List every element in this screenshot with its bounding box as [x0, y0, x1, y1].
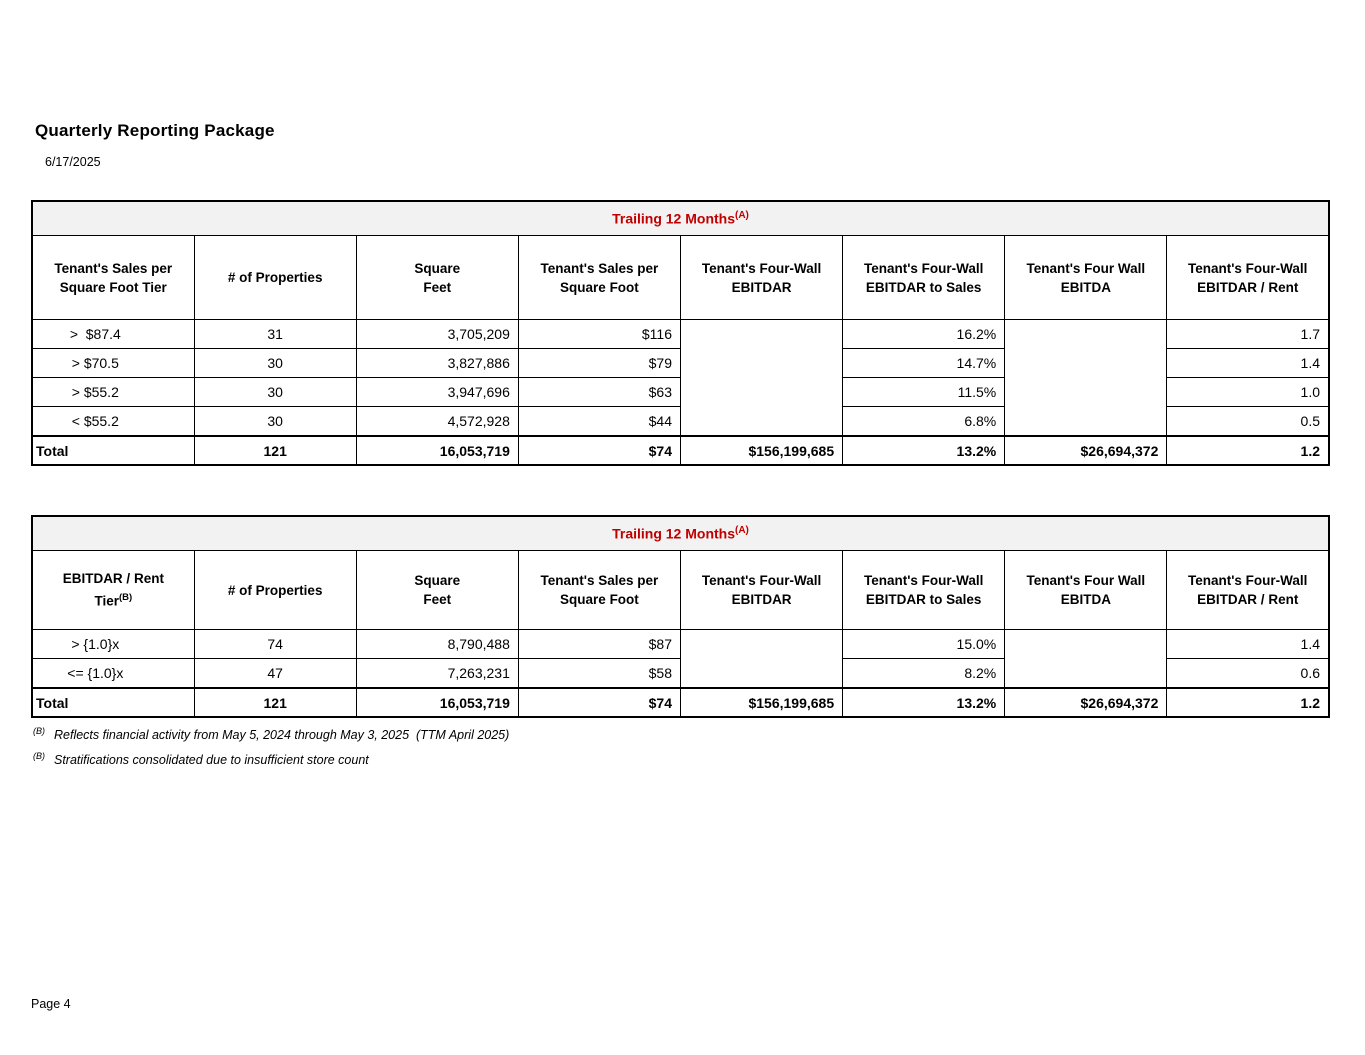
table-cell: 1.4 — [1167, 630, 1329, 659]
table-cell: 1.4 — [1167, 349, 1329, 378]
table-title-bar — [32, 516, 1329, 551]
sales-per-sqft-tier-table — [31, 200, 1330, 466]
total-cell: $74 — [518, 688, 680, 717]
footnote-marker: (B) — [33, 726, 45, 736]
column-header: Tenant's Four-Wall EBITDAR / Rent — [1167, 551, 1329, 630]
total-row — [32, 436, 1329, 465]
column-header: Tenant's Sales per Square Foot — [518, 236, 680, 320]
table-title: Trailing 12 Months — [612, 525, 735, 542]
table-body — [32, 630, 1329, 718]
footnote-ref-b: (B) — [118, 592, 133, 604]
total-cell: $156,199,685 — [681, 688, 843, 717]
table-cell: $44 — [518, 407, 680, 437]
total-cell: Total — [32, 436, 194, 465]
table-cell: < $55.2 — [32, 407, 194, 437]
table-cell: 8,790,488 — [356, 630, 518, 659]
column-header-row — [32, 551, 1329, 630]
column-header: Tenant's Four-Wall EBITDAR — [681, 236, 843, 320]
total-cell: $74 — [518, 436, 680, 465]
table-cell: 1.7 — [1167, 320, 1329, 349]
total-cell: 1.2 — [1167, 436, 1329, 465]
table-cell: 1.0 — [1167, 378, 1329, 407]
column-header: Tenant's Sales per Square Foot Tier — [32, 236, 194, 320]
table-body — [32, 320, 1329, 466]
table-cell: 30 — [194, 378, 356, 407]
column-header-row — [32, 236, 1329, 320]
total-cell: Total — [32, 688, 194, 717]
footnote-text: Stratifications consolidated due to insufficient store count — [54, 753, 369, 768]
total-cell: 1.2 — [1167, 688, 1329, 717]
footnote-ref-a: (A) — [735, 210, 749, 222]
table-cell: $63 — [518, 378, 680, 407]
footnote-ref-a: (A) — [735, 525, 749, 537]
table-title: Trailing 12 Months — [612, 210, 735, 227]
table-cell: 16.2% — [843, 320, 1005, 349]
total-cell: $26,694,372 — [1005, 688, 1167, 717]
table-title-bar — [32, 201, 1329, 236]
table-cell: 0.5 — [1167, 407, 1329, 437]
table-row — [32, 630, 1329, 659]
footnote — [33, 751, 369, 767]
table-cell: > {1.0}x — [32, 630, 194, 659]
page-title: Quarterly Reporting Package — [35, 121, 275, 140]
table-cell: 11.5% — [843, 378, 1005, 407]
table-cell: 3,705,209 — [356, 320, 518, 349]
blank-cell — [681, 630, 843, 689]
blank-cell — [681, 320, 843, 437]
table-cell: $116 — [518, 320, 680, 349]
total-cell: $26,694,372 — [1005, 436, 1167, 465]
table-cell: 4,572,928 — [356, 407, 518, 437]
ebitdar-rent-tier-table — [31, 515, 1330, 718]
table-cell: 6.8% — [843, 407, 1005, 437]
total-cell: 16,053,719 — [356, 436, 518, 465]
table-cell: 7,263,231 — [356, 659, 518, 689]
blank-cell — [1005, 630, 1167, 689]
column-header: Tenant's Four-Wall EBITDAR / Rent — [1167, 236, 1329, 320]
table-cell: 8.2% — [843, 659, 1005, 689]
table-cell: $79 — [518, 349, 680, 378]
column-header: Tenant's Four-Wall EBITDAR — [681, 551, 843, 630]
table-cell: 30 — [194, 349, 356, 378]
blank-cell — [1005, 320, 1167, 437]
table-cell: > $87.4 — [32, 320, 194, 349]
column-header: Tenant's Four-Wall EBITDAR to Sales — [843, 236, 1005, 320]
total-row — [32, 688, 1329, 717]
column-header: EBITDAR / Rent Tier$^{(B)}$ — [32, 551, 194, 630]
table-title-cell — [32, 516, 1329, 551]
table-cell: 47 — [194, 659, 356, 689]
column-header: # of Properties — [194, 551, 356, 630]
page-number: Page 4 — [31, 997, 71, 1011]
table-cell: 3,827,886 — [356, 349, 518, 378]
report-date: 6/17/2025 — [45, 155, 101, 169]
table-cell: $87 — [518, 630, 680, 659]
total-cell: 16,053,719 — [356, 688, 518, 717]
total-cell: 121 — [194, 688, 356, 717]
table-cell: 31 — [194, 320, 356, 349]
column-header: Tenant's Four Wall EBITDA — [1005, 551, 1167, 630]
footnote — [33, 726, 509, 742]
table-cell: $58 — [518, 659, 680, 689]
column-header: Tenant's Sales per Square Foot — [518, 551, 680, 630]
table-cell: <= {1.0}x — [32, 659, 194, 689]
table-row — [32, 320, 1329, 349]
total-cell: 13.2% — [843, 436, 1005, 465]
total-cell: 13.2% — [843, 688, 1005, 717]
total-cell: $156,199,685 — [681, 436, 843, 465]
table-cell: 15.0% — [843, 630, 1005, 659]
table-cell: 0.6 — [1167, 659, 1329, 689]
column-header: Square Feet — [356, 551, 518, 630]
table-cell: 74 — [194, 630, 356, 659]
table-cell: 3,947,696 — [356, 378, 518, 407]
table-title-cell — [32, 201, 1329, 236]
total-cell: 121 — [194, 436, 356, 465]
table-cell: > $55.2 — [32, 378, 194, 407]
column-header: # of Properties — [194, 236, 356, 320]
table-cell: 14.7% — [843, 349, 1005, 378]
footnote-marker: (B) — [33, 751, 45, 761]
column-header: Tenant's Four Wall EBITDA — [1005, 236, 1167, 320]
column-header: Square Feet — [356, 236, 518, 320]
table-cell: > $70.5 — [32, 349, 194, 378]
footnote-text: Reflects financial activity from May 5, 2024 through May 3, 2025 (TTM April 2025) — [54, 728, 510, 743]
column-header: Tenant's Four-Wall EBITDAR to Sales — [843, 551, 1005, 630]
table-cell: 30 — [194, 407, 356, 437]
